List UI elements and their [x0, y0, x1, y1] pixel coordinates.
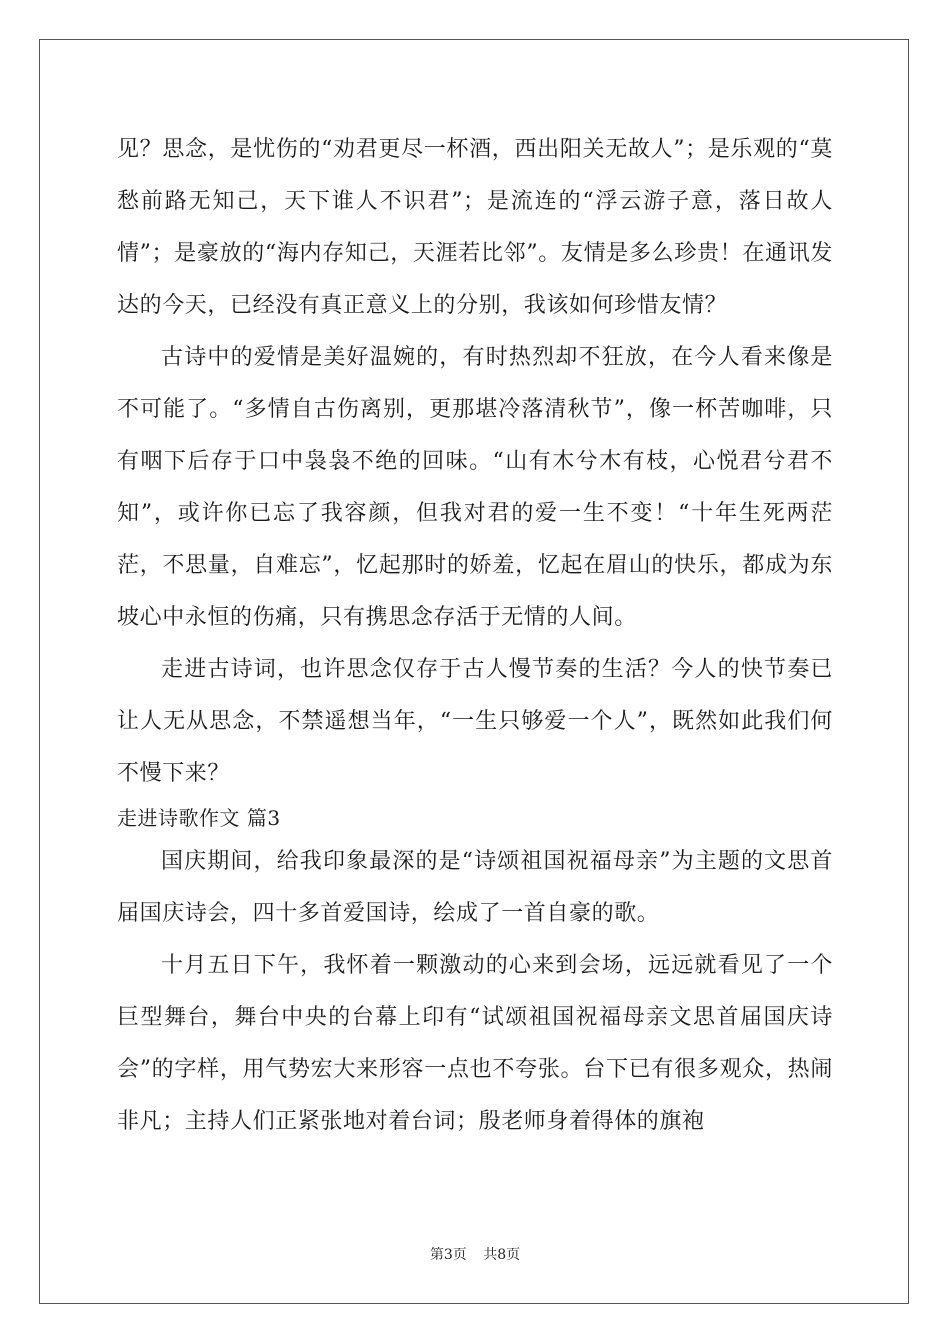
- page-footer: [0, 1244, 950, 1264]
- paragraph: 走进古诗词，也许思念仅存于古人慢节奏的生活？今人的快节奏已让人无从思念，不禁遥想当年，“一生只够爱一个人”，既然如此我们何不慢下来？: [117, 657, 833, 786]
- section-heading: 走进诗歌作文 篇3: [117, 806, 281, 830]
- paragraph: 古诗中的爱情是美好温婉的，有时热烈却不狂放，在今人看来像是不可能了。“多情自古伤离别，更那堪冷落清秋节”，像一杯苦咖啡，只有咽下后存于口中袅袅不绝的回味。“山有木兮木有枝，心悦君兮君不知”，或许你已忘了我容颜，但我对君的爱一生不变！“十年生死两茫茫，不思量，自难忘”，忆起那时的娇羞，忆起在眉山的快乐，都成为东坡心中永恒的伤痛，只有携思念存活于无情的人间。: [117, 345, 833, 630]
- paragraph: 十月五日下午，我怀着一颗激动的心来到会场，远远就看见了一个巨型舞台，舞台中央的台幕上印有“试颂祖国祝福母亲文思首届国庆诗会”的字样，用气势宏大来形容一点也不夸张。台下已有很多观众，热闹非凡；主持人们正紧张地对着台词；殷老师身着得体的旗袍: [117, 953, 833, 1134]
- page-total: 共8页: [483, 1247, 521, 1263]
- document-body: [117, 124, 833, 1148]
- paragraph: 见？思念，是忧伤的“劝君更尽一杯酒，西出阳关无故人”；是乐观的“莫愁前路无知己，天下谁人不识君”；是流连的“浮云游子意，落日故人情”；是豪放的“海内存知己，天涯若比邻”。友情是多么珍贵！在通讯发达的今天，已经没有真正意义上的分别，我该如何珍惜友情？: [117, 137, 833, 318]
- paragraph: 国庆期间，给我印象最深的是“诗颂祖国祝福母亲”为主题的文思首届国庆诗会，四十多首爱国诗，绘成了一首自豪的歌。: [117, 849, 833, 926]
- page-number: 第3页: [429, 1247, 467, 1263]
